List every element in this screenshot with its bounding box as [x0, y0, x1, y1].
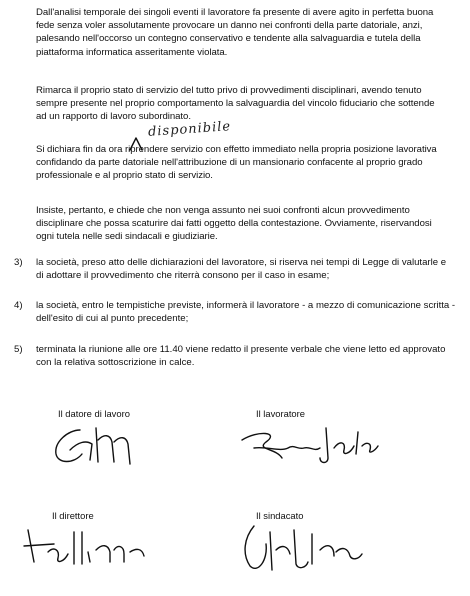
paragraph-service-record: Rimarca il proprio stato di servizio del tutto privo di provvedimenti disciplinari, avendo tenuto sempre presente nel proprio comportamento la salvaguardia del vincolo fiduciario che sottende ad un rapporto di lavoro subordinato.: [36, 85, 435, 123]
employer-signature-label: Il datore di lavoro: [58, 408, 130, 419]
director-signature: [18, 522, 158, 570]
union-signature-label: Il sindacato: [256, 510, 304, 521]
item-text: la società, preso atto delle dichiarazioni del lavoratore, si riserva nei tempi di Legge di valutarle e di adottare il provvedimento che riterrà consono per il caso in esame;: [36, 257, 447, 282]
caret-mark-icon: [128, 136, 148, 152]
union-signature: [224, 520, 374, 576]
worker-signature-label: Il lavoratore: [256, 408, 305, 419]
item-text: la società, entro le tempistiche previste, informerà il lavoratore - a mezzo di comunicazione scritta - dell'esito di cui al punto precedente;: [36, 300, 456, 325]
item-number: 4): [14, 300, 23, 311]
handwritten-insert: disponibile: [147, 119, 232, 140]
item-text: terminata la riunione alle ore 11.40 viene redatto il presente verbale che viene letto ed approvato con la relativa sottoscrizione in calce.: [36, 344, 446, 369]
director-signature-label: Il direttore: [52, 510, 94, 521]
paragraph-request: Insiste, pertanto, e chiede che non venga assunto nei suoi confronti alcun provvedimento disciplinare che possa scaturire dai fatti oggetto della contestazione. Ovviamente, riservandosi ogni tutela nelle sedi sindacali e giudiziarie.: [36, 205, 432, 243]
employer-signature: [40, 420, 150, 470]
worker-signature: [236, 418, 386, 466]
item-number: 5): [14, 344, 23, 355]
paragraph-good-faith: Dall'analisi temporale dei singoli eventi il lavoratore fa presente di avere agito in perfetta buona fede senza voler assolutamente provocare un danno nei confronti della parte datoriale, anzi, palesando nell'occorso un contegno conservativo e tendente alla salvaguardia e tutela della piattaforma informatica asseritamente violata.: [36, 7, 434, 58]
paragraph-resume-service: Si dichiara fin da ora riprendere servizio con effetto immediato nella propria posizione lavorativa confidando da parte datoriale nell'attribuzione di un mansionario confacente al proprio grado professionale e al proprio stato di servizio.: [36, 144, 437, 182]
item-number: 3): [14, 257, 23, 268]
